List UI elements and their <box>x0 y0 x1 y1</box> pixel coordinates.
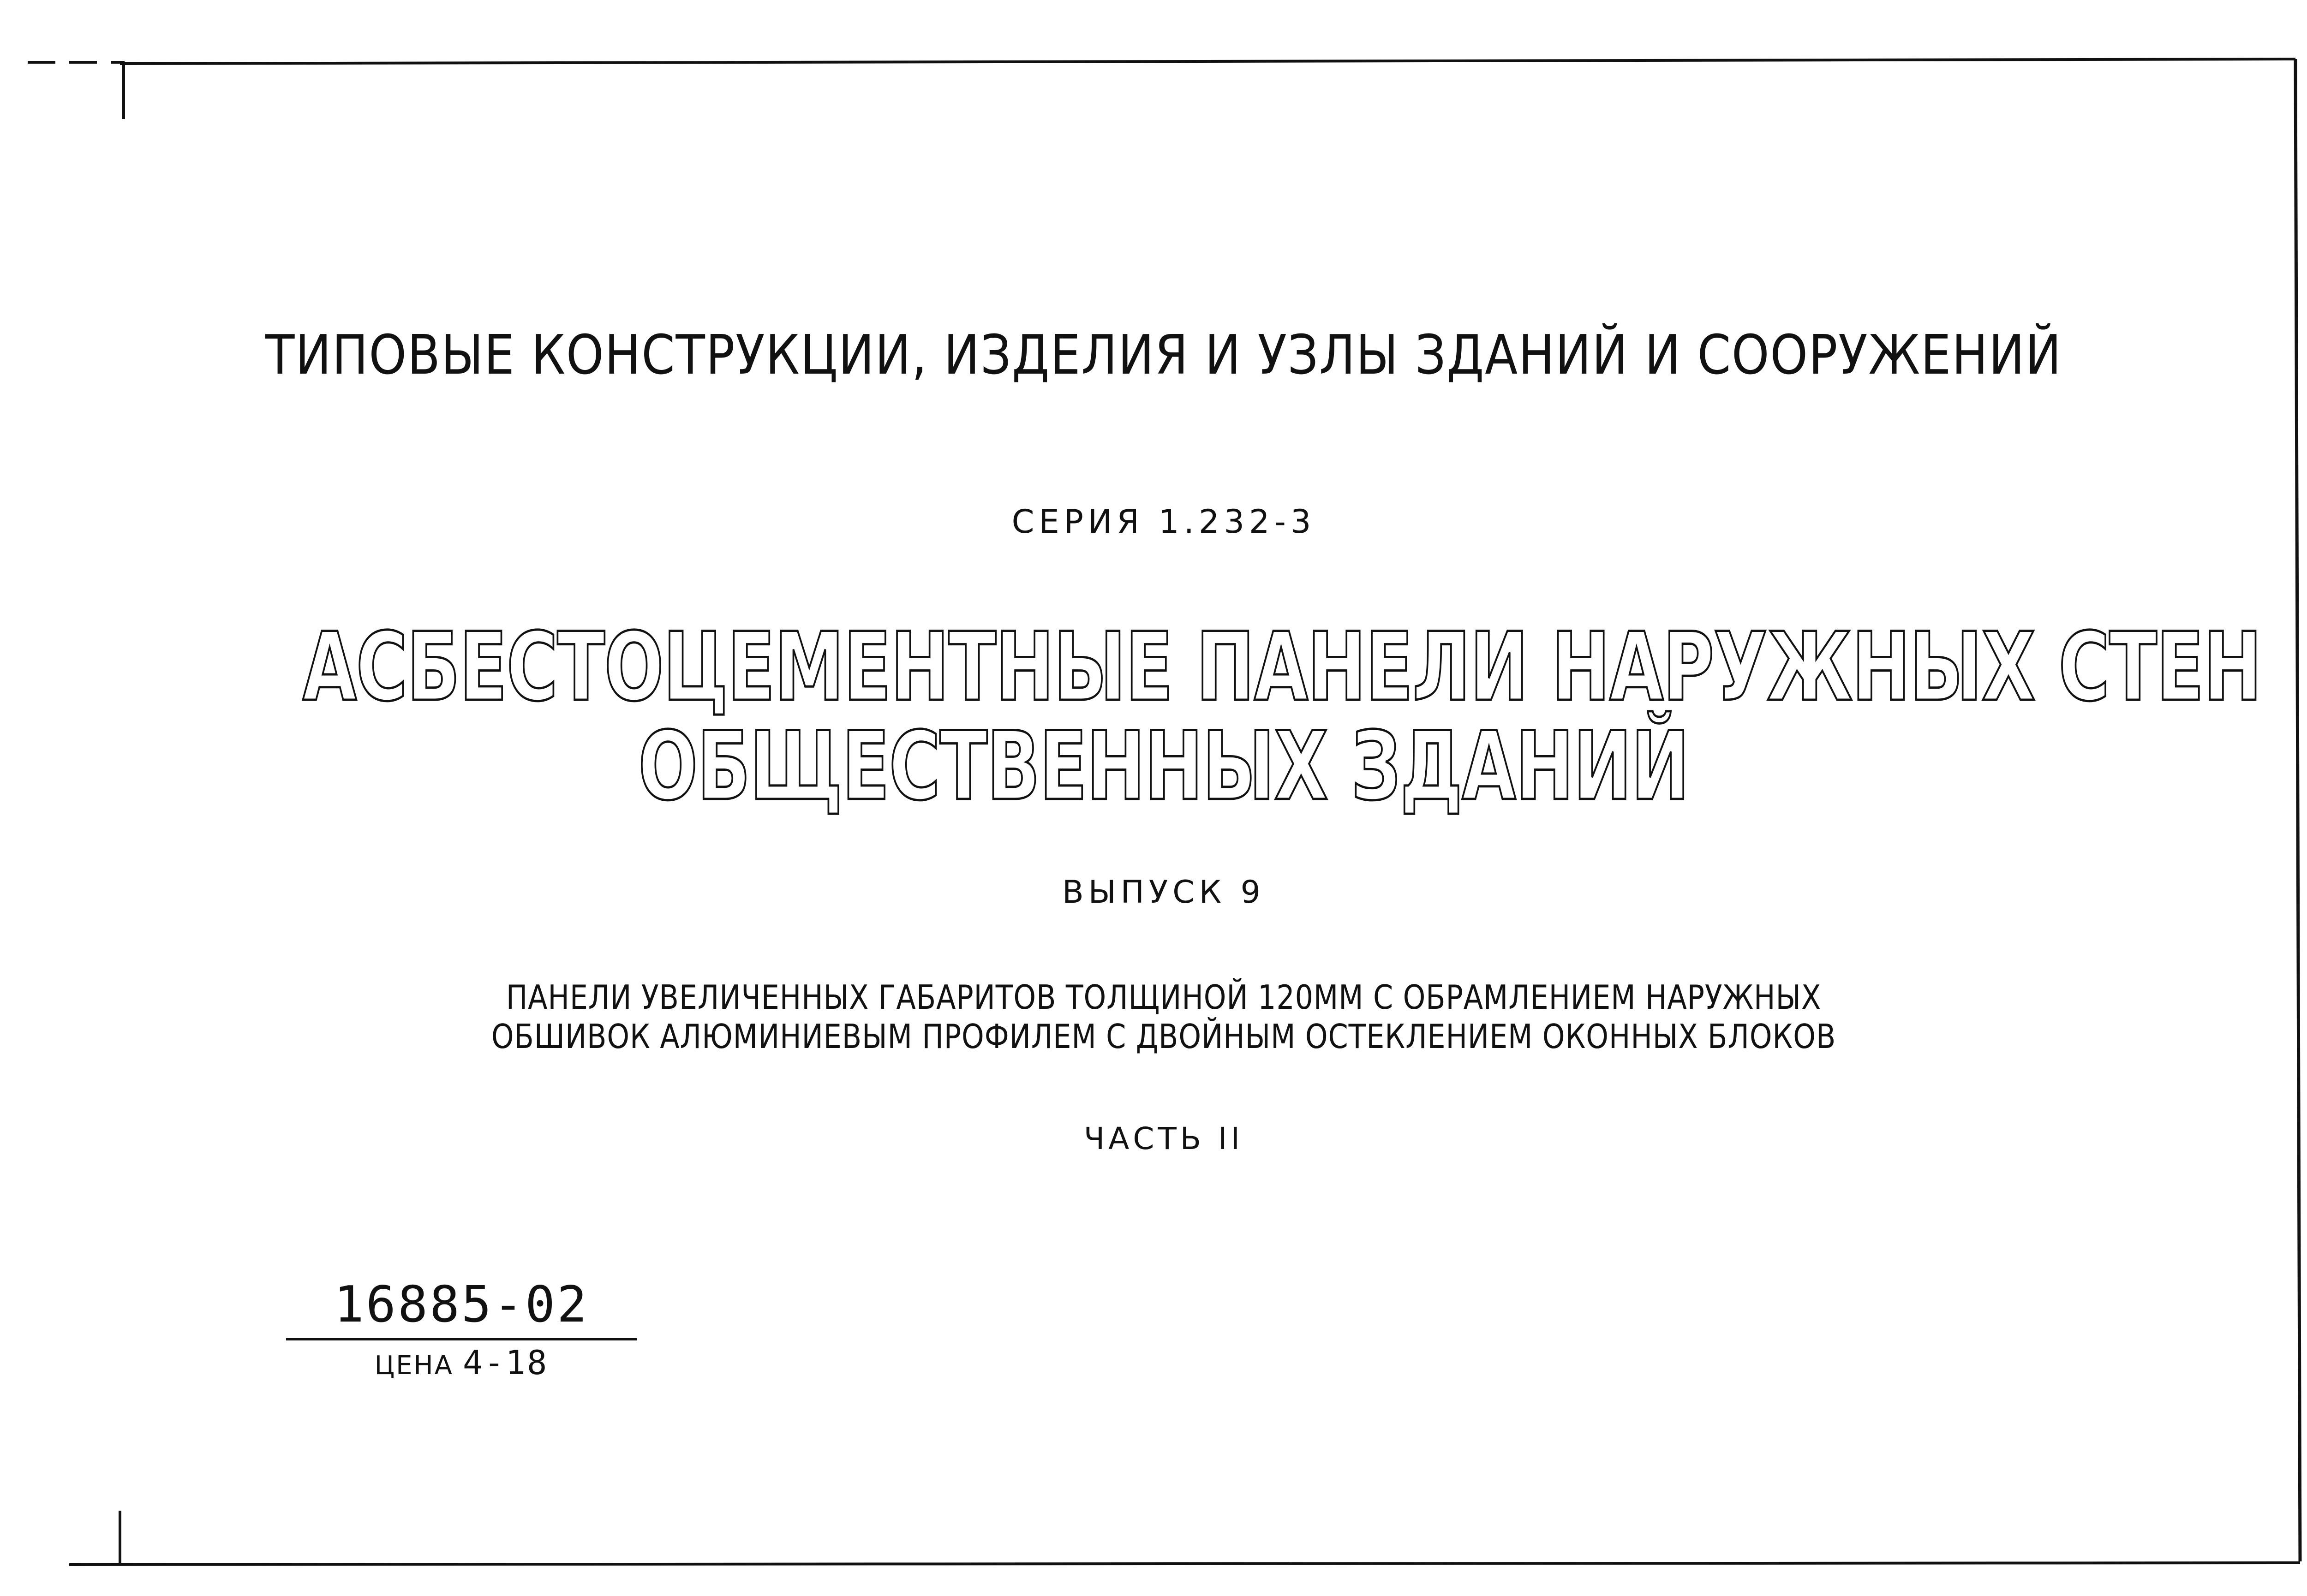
description-line-1: ПАНЕЛИ УВЕЛИЧЕННЫХ ГАБАРИТОВ ТОЛЩИНОЙ 120ММ С ОБРАМЛЕНИЕМ НАРУЖНЫХ <box>506 978 1822 1017</box>
price-value: 4-18 <box>462 1343 549 1382</box>
price-row <box>286 1343 637 1382</box>
price-label: ЦЕНА <box>374 1351 454 1381</box>
issue-number: ВЫПУСК 9 <box>1062 874 1265 911</box>
frame-top-line <box>120 59 2295 64</box>
description-line-2: ОБШИВОК АЛЮМИНИЕВЫМ ПРОФИЛЕМ С ДВОЙНЫМ ОСТЕКЛЕНИЕМ ОКОННЫХ БЛОКОВ <box>491 1017 1836 1056</box>
frame-bottom-line <box>69 1563 2300 1565</box>
collection-header: ТИПОВЫЕ КОНСТРУКЦИИ, ИЗДЕЛИЯ И УЗЛЫ ЗДАНИЙ И СООРУЖЕНИЙ <box>265 323 2062 387</box>
frame-right-line <box>2295 59 2300 1561</box>
main-title-line-1: АСБЕСТОЦЕМЕНТНЫЕ ПАНЕЛИ НАРУЖНЫХ СТЕН <box>302 613 2261 722</box>
main-title-line-2: ОБЩЕСТВЕННЫХ ЗДАНИЙ <box>638 712 1689 822</box>
part-number: ЧАСТЬ II <box>1084 1121 1243 1156</box>
document-code: 16885-02 <box>286 1280 637 1340</box>
document-code-block <box>286 1276 637 1382</box>
series-number: СЕРИЯ 1.232-3 <box>1011 503 1316 541</box>
